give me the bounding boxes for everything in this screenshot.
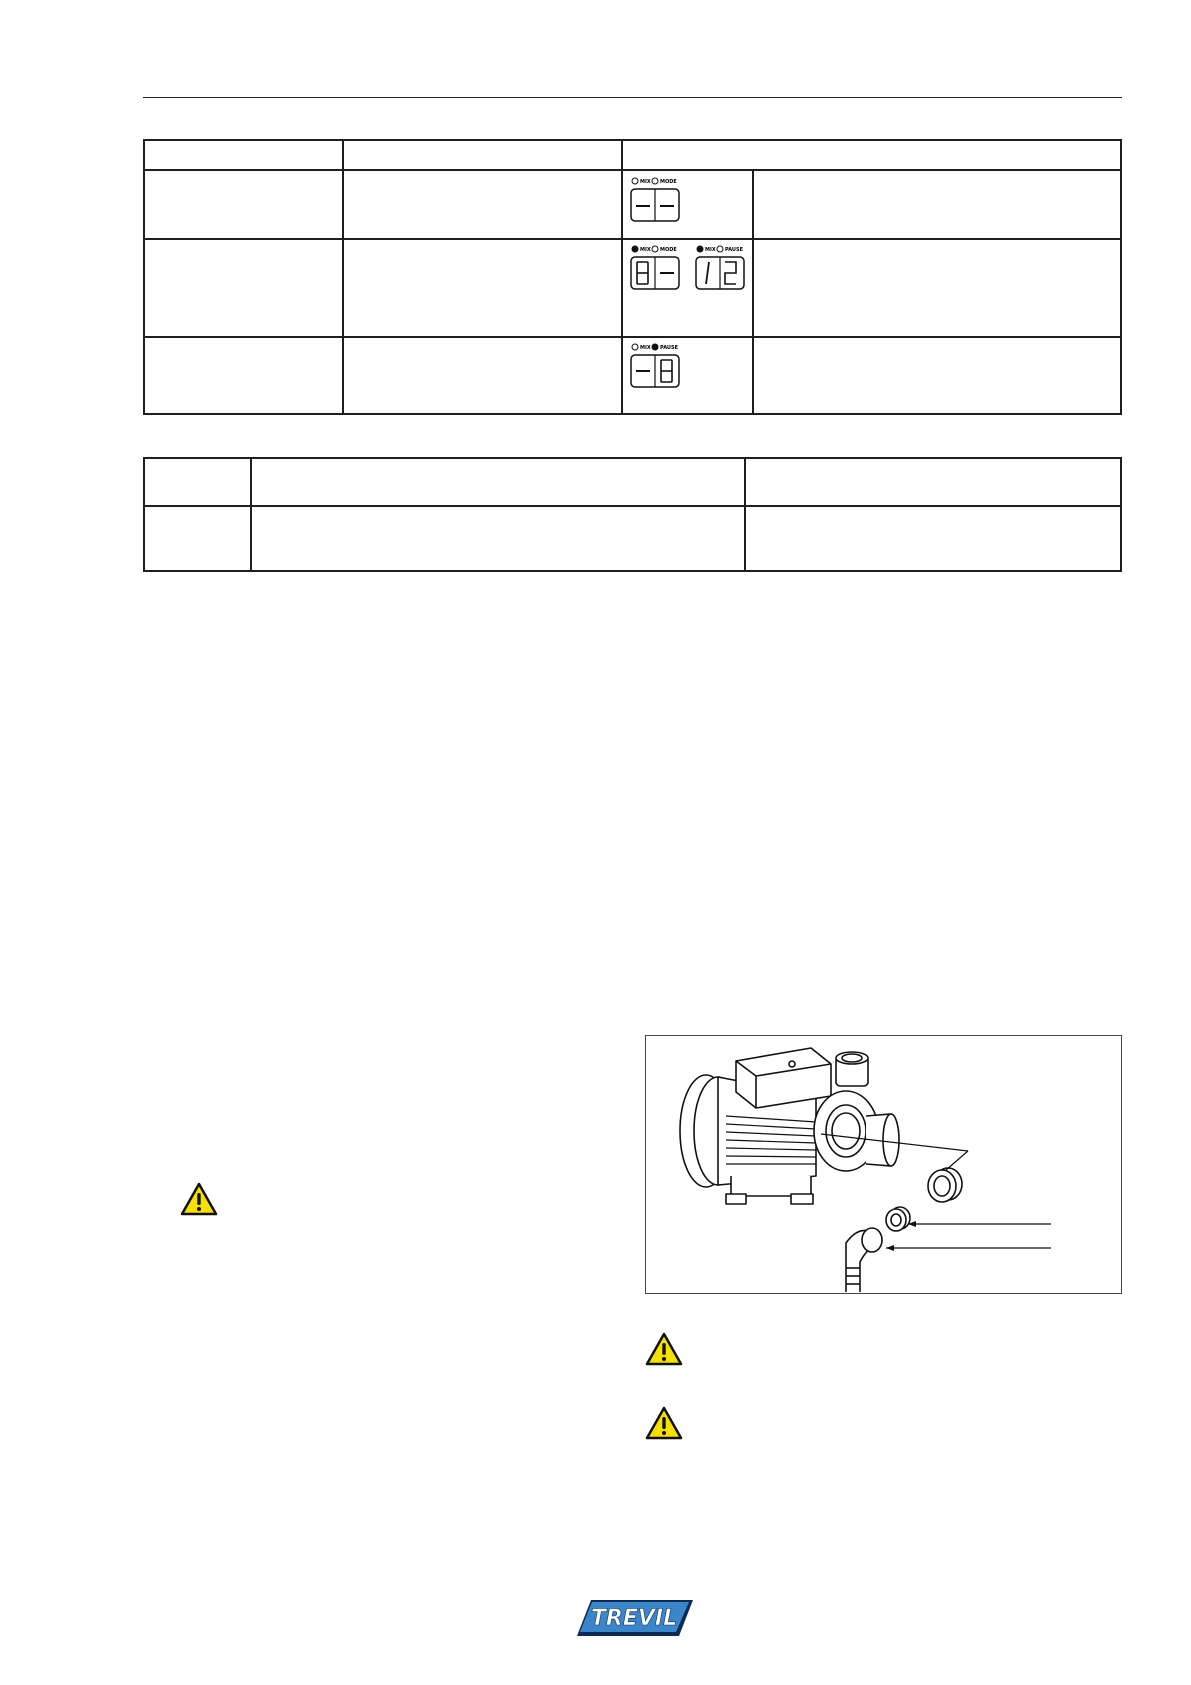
warning-icon xyxy=(645,1406,683,1445)
pump-illustration xyxy=(646,1036,1120,1292)
display-cell xyxy=(622,337,753,414)
info-table xyxy=(143,457,1122,572)
indicator-label-mode: MODE xyxy=(660,179,677,185)
indicator-label-pause: PAUSE xyxy=(660,345,678,351)
header-cell xyxy=(144,458,251,506)
header-cell xyxy=(343,140,622,170)
warning-icon xyxy=(180,1182,218,1221)
table-cell xyxy=(343,239,622,337)
indicator-label-mix: MIX xyxy=(705,247,716,253)
table-row xyxy=(144,170,1121,239)
display-cell xyxy=(622,170,753,239)
table-row xyxy=(144,239,1121,337)
description-cell xyxy=(753,337,1121,414)
header-cell xyxy=(144,140,343,170)
indicator-label-mix: MIX xyxy=(640,179,651,185)
indicator-label-mix: MIX xyxy=(640,345,651,351)
table-cell xyxy=(144,337,343,414)
display-cell xyxy=(622,239,753,337)
table-header-row xyxy=(144,458,1121,506)
warning-icon xyxy=(645,1332,683,1371)
table-header-row xyxy=(144,140,1121,170)
indicator-label-pause: PAUSE xyxy=(725,247,743,253)
header-cell xyxy=(251,458,745,506)
status-table xyxy=(143,139,1122,415)
description-cell xyxy=(753,239,1121,337)
logo-text: TREVIL xyxy=(590,1606,678,1631)
header-cell xyxy=(745,458,1121,506)
table-row xyxy=(144,506,1121,571)
trevil-logo xyxy=(577,1598,693,1643)
indicator-label-mode: MODE xyxy=(660,247,677,253)
table-cell xyxy=(144,506,251,571)
table-cell xyxy=(343,337,622,414)
header-rule xyxy=(143,97,1122,98)
pump-figure xyxy=(645,1035,1122,1294)
table-cell xyxy=(144,239,343,337)
table-cell xyxy=(251,506,745,571)
table-cell xyxy=(144,170,343,239)
header-cell xyxy=(622,140,1121,170)
table-cell xyxy=(343,170,622,239)
table-row xyxy=(144,337,1121,414)
led-display-pair xyxy=(623,240,752,336)
table-cell xyxy=(745,506,1121,571)
led-display xyxy=(623,171,752,238)
description-cell xyxy=(753,170,1121,239)
led-display xyxy=(623,338,752,413)
indicator-label-mix: MIX xyxy=(640,247,651,253)
